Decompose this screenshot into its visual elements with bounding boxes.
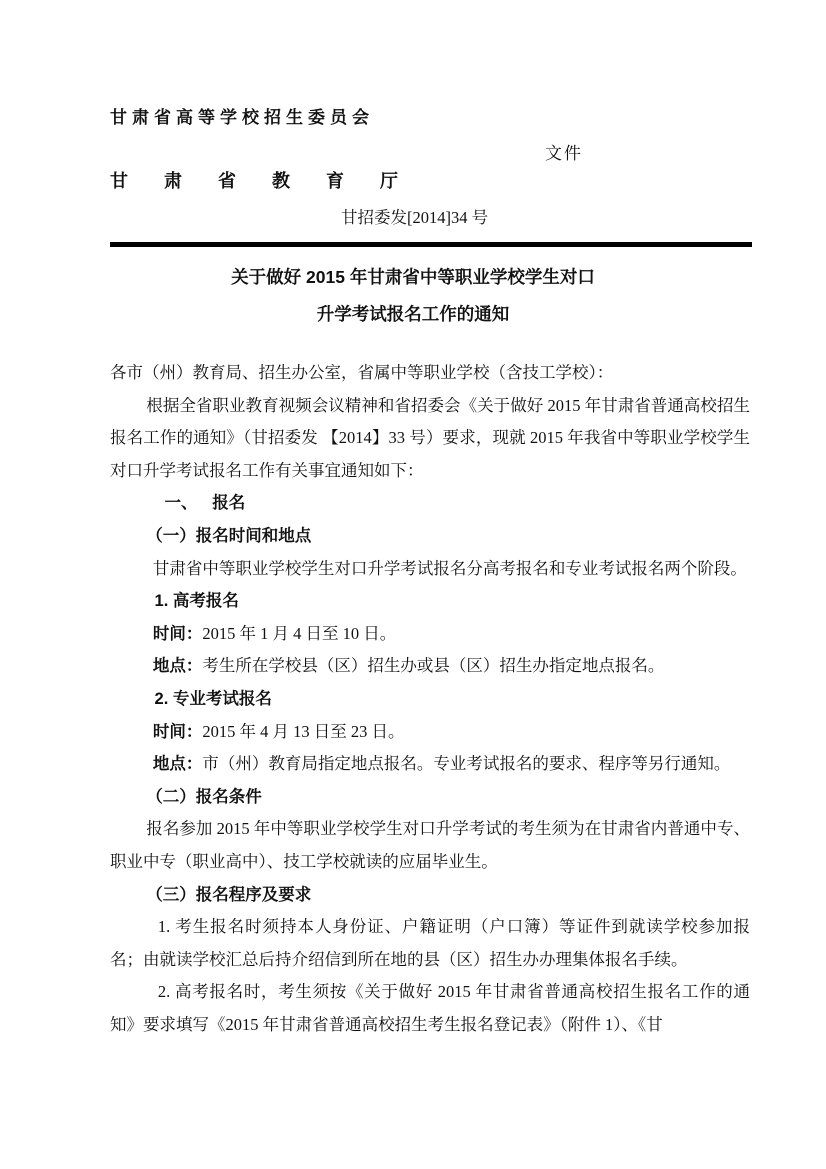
time-value: 2015 年 1 月 4 日至 10 日。	[202, 623, 397, 643]
place-label: 地点：	[152, 755, 203, 774]
place-value: 市（州）教育局指定地点报名。专业考试报名的要求、程序等另行通知。	[202, 754, 731, 774]
subsection-1-2-heading: （二）报名条件	[146, 787, 262, 806]
item-2-time-line	[110, 716, 750, 749]
item-1-time-line	[110, 618, 750, 651]
document-title	[0, 259, 826, 332]
intro-paragraph: 根据全省职业教育视频会议精神和省招委会《关于做好 2015 年甘肃省普通高校招生报名工作的通知》（甘招委发 【2014】33 号）要求，现就 2015 年我省中等职业学校学生对口升学考试报名工作有关事宜通知如下：	[110, 395, 751, 480]
salutation-line: 各市（州）教育局、招生办公室，省属中等职业学校（含技工学校）：	[110, 363, 614, 382]
title-line-2: 升学考试报名工作的通知	[316, 303, 510, 324]
document-body	[110, 357, 750, 1041]
item-2-place-line	[110, 748, 750, 781]
header-divider-rule	[110, 242, 752, 247]
subsection-1-3-heading: （三）报名程序及要求	[146, 885, 312, 904]
procedure-paragraph-1: 1. 考生报名时须持本人身份证、户籍证明（户口簿）等证件到就读学校参加报名；由就读学校汇总后持介绍信到所在地的县（区）招生办办理集体报名手续。	[110, 917, 750, 969]
section-1-title: 报名	[212, 494, 246, 513]
subsection-1-2-paragraph: 报名参加 2015 年中等职业学校学生对口升学考试的考生须为在甘肃省内普通中专、职业中专（职业高中）、技工学校就读的应届毕业生。	[110, 819, 750, 871]
section-1-number: 一、	[164, 494, 198, 513]
place-label: 地点：	[152, 657, 203, 676]
procedure-paragraph-2: 2. 高考报名时，考生须按《关于做好 2015 年甘肃省普通高校招生报名工作的通知》要求填写《2015 年甘肃省普通高校招生考生报名登记表》（附件 1）、《甘	[110, 982, 750, 1034]
subsection-1-1-paragraph: 甘肃省中等职业学校学生对口升学考试报名分高考报名和专业考试报名两个阶段。	[152, 558, 747, 578]
subsection-1-1-heading: （一）报名时间和地点	[146, 526, 312, 545]
issuer-name-secondary: 甘肃省教育厅	[110, 171, 434, 191]
item-1-heading: 1. 高考报名	[154, 592, 239, 611]
file-type-label: 文件	[545, 144, 583, 163]
document-number: 甘招委发[2014]34 号	[341, 208, 489, 227]
issuer-name-primary: 甘肃省高等学校招生委员会	[110, 108, 374, 127]
item-2-heading: 2. 专业考试报名	[154, 689, 272, 708]
time-label: 时间：	[152, 624, 203, 643]
title-line-1: 关于做好 2015 年甘肃省中等职业学校学生对口	[231, 267, 595, 287]
time-label: 时间：	[152, 722, 203, 741]
place-value: 考生所在学校县（区）招生办或县（区）招生办指定地点报名。	[202, 656, 665, 676]
section-1-heading	[110, 487, 750, 520]
item-1-place-line	[110, 650, 750, 683]
time-value: 2015 年 4 月 13 日至 23 日。	[202, 721, 405, 741]
